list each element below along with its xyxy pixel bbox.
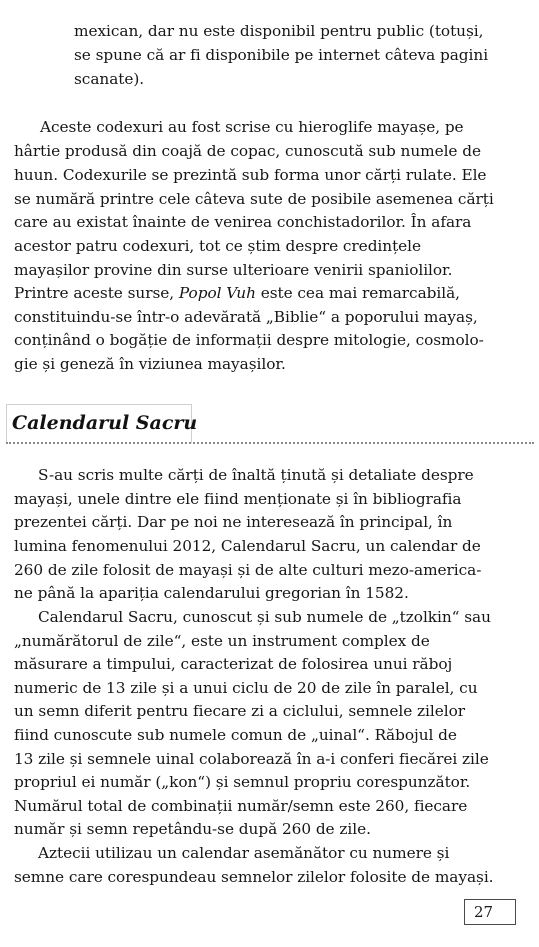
section-heading-divider xyxy=(6,442,534,444)
text-line: mayașilor provine din surse ulterioare venirii spaniolilor. xyxy=(14,261,453,279)
text-line: prezentei cărți. Dar pe noi ne interesează în principal, în xyxy=(14,513,453,531)
text-line: Calendarul Sacru, cunoscut și sub numele de „tzolkin“ sau xyxy=(38,608,491,626)
text-line: lumina fenomenului 2012, Calendarul Sacru, un calendar de xyxy=(14,537,481,555)
section-heading: Calendarul Sacru xyxy=(12,412,198,434)
text-line: Aztecii utilizau un calendar asemănător cu numere și xyxy=(38,844,450,862)
text-line: fiind cunoscute sub numele comun de „uinal“. Răbojul de xyxy=(14,726,457,744)
text-line: hârtie produsă din coajă de copac, cunoscută sub numele de xyxy=(14,142,481,160)
text-line: se spune că ar fi disponibile pe internet câteva pagini xyxy=(74,46,489,64)
text-line: „numărătorul de zile“, este un instrument complex de xyxy=(14,632,430,650)
text-line: ne până la apariția calendarului gregorian în 1582. xyxy=(14,584,409,602)
text-line: se numără printre cele câteva sute de posibile asemenea cărți xyxy=(14,190,494,208)
text-line: mexican, dar nu este disponibil pentru public (totuși, xyxy=(74,22,484,40)
text-line: huun. Codexurile se prezintă sub forma unor cărți rulate. Ele xyxy=(14,166,487,184)
text-line: constituindu-se într-o adevărată „Biblie“ a poporului mayaș, xyxy=(14,308,478,326)
page-number: 27 xyxy=(474,903,494,921)
text-line: Numărul total de combinații număr/semn este 260, fiecare xyxy=(14,797,468,815)
text-line: propriul ei număr („kon“) și semnul propriu corespunzător. xyxy=(14,773,471,791)
text-line: S-au scris multe cărți de înaltă ținută și detaliate despre xyxy=(38,466,474,484)
text-line: scanate). xyxy=(74,70,145,88)
text-line: 13 zile și semnele uinal colaborează în a-i conferi fiecărei zile xyxy=(14,750,489,768)
text-line: Aceste codexuri au fost scrise cu hieroglife mayașe, pe xyxy=(40,118,464,136)
text-line: conținând o bogăție de informații despre mitologie, cosmolo- xyxy=(14,331,484,349)
text-run: Printre aceste surse, xyxy=(14,284,179,302)
text-line: măsurare a timpului, caracterizat de folosirea unui răboj xyxy=(14,655,453,673)
text-line xyxy=(14,284,460,302)
text-line: semne care corespundeau semnelor zilelor folosite de mayași. xyxy=(14,868,494,886)
text-line: numeric de 13 zile și a unui ciclu de 20 de zile în paralel, cu xyxy=(14,679,478,697)
text-line: care au existat înainte de venirea conchistadorilor. În afara xyxy=(14,213,472,231)
text-line: acestor patru codexuri, tot ce știm despre credințele xyxy=(14,237,422,255)
text-line: gie și geneză în viziunea mayașilor. xyxy=(14,355,286,373)
book-title-popol-vuh: Popol Vuh xyxy=(178,284,256,302)
text-line: număr și semn repetându-se după 260 de zile. xyxy=(14,820,371,838)
text-line: mayași, unele dintre ele fiind menționate și în bibliografia xyxy=(14,490,462,508)
text-line: 260 de zile folosit de mayași și de alte culturi mezo-america- xyxy=(14,561,482,579)
text-run: este cea mai remarcabilă, xyxy=(255,284,460,302)
text-line: un semn diferit pentru fiecare zi a ciclului, semnele zilelor xyxy=(14,702,466,720)
